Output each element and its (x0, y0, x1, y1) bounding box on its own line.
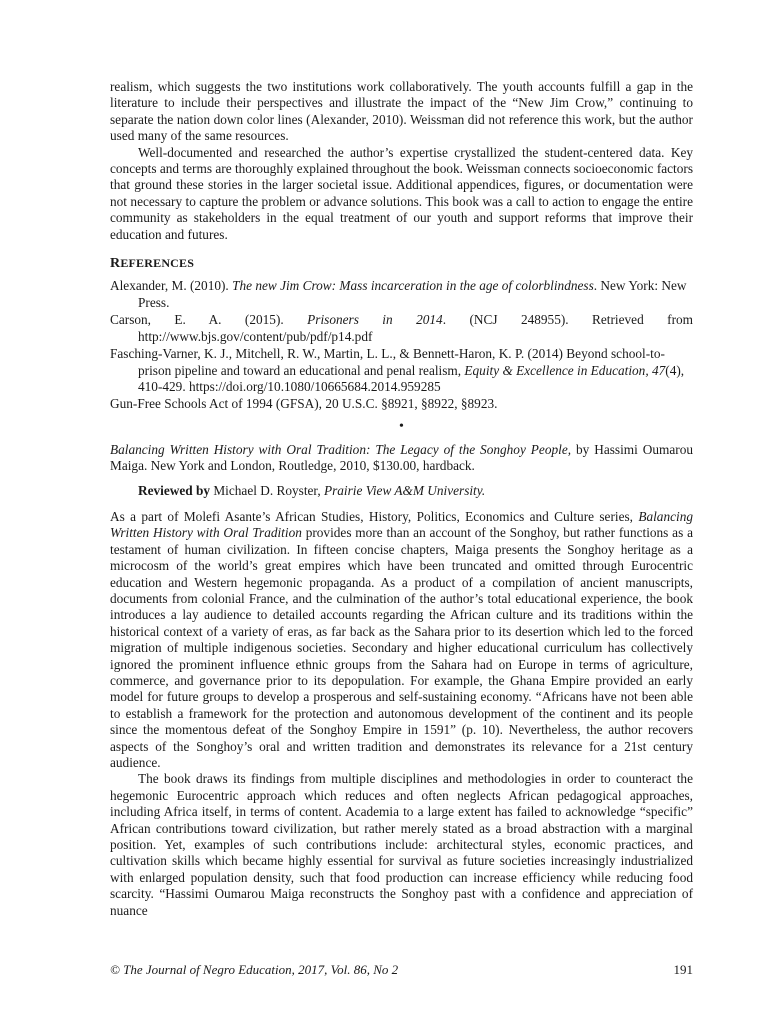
reference-title: Prisoners in 2014 (307, 312, 443, 328)
reference-publisher: (4), 410-429. https://doi.org/10.1080/10665684.2014.959285 (138, 362, 685, 394)
reference-authors: Fasching-Varner, K. J., Mitchell, R. W., Martin, L. L., & Bennett-Haron, K. P. (2014) Beyond school-to-prison pipeline and toward an educational and penal realism, (110, 346, 665, 378)
reference-item (110, 396, 693, 412)
review-paragraph (110, 509, 693, 772)
reference-publisher: . (NCJ 248955). Retrieved from http://www.bjs.gov/content/pub/pdf/p14.pdf (138, 312, 693, 344)
reviewer-line (110, 483, 693, 499)
review-paragraph-rest: provides more than an account of the Songhoy, but rather functions as a testament of human civilization. In fifteen concise chapters, Maiga presents the Songhoy heritage as a microcosm of the world’s great empires which have been truncated and omitted through Eurocentric education and Western hegemonic propaganda. As a product of a compilation of ancient manuscripts, documents from colonial France, and the culmination of the author’s total educational experience, the book introduces a lay audience to detailed accounts regarding the African culture and its traditions within the historical context of a variety of eras, as far back as the Sahara prior to its desertion which led to the forced migration of multiple indigenous societies. Secondary and higher educational curriculum has collectively ignored the prominent influence ethnic groups from the Sahara had on Europe in terms of agriculture, commerce, and governance prior to its depopulation. For example, the Ghana Empire provided an early model for future groups to develop a prosperous and self-sustaining economy. “Africans have not been able to establish a framework for the protection and autonomous development of the continent and its people since the momentous defeat of the Songhoy Empire in 1591” (p. 10). Nevertheless, the author recovers aspects of the Songhoy’s oral and written tradition and demonstrates its relevance for a 21st century audience. (110, 525, 693, 771)
book-citation (110, 442, 693, 475)
reference-authors: Gun-Free Schools Act of 1994 (GFSA), 20 U.S.C. §8921, §8922, §8923. (110, 396, 498, 412)
review-paragraph: The book draws its findings from multiple disciplines and methodologies in order to counteract the hegemonic Eurocentric approach which reduces and often neglects African pedagogical approaches, including Africa itself, in terms of content. Academia to a large extent has failed to acknowledge “specific” African contributions toward civilization, but rather merely stated as a broad abstraction with a marginal position. Yet, examples of such contributions include: architectural styles, economic practices, and cultivation skills which became highly essential for survival as future societies increasingly industrialized with enlarged population density, such that food production can increase efficiency while reducing food scarcity. “Hassimi Oumarou Maiga reconstructs the Songhoy past with a confidence and appreciation of nuance (110, 771, 693, 918)
reference-item (110, 278, 693, 311)
review-paragraph-start: As a part of Molefi Asante’s African Studies, History, Politics, Economics and Culture series, (110, 508, 639, 524)
references-heading-initial: R (110, 256, 121, 272)
reference-title: Equity & Excellence in Education, 47 (464, 362, 666, 378)
text-column (110, 79, 693, 919)
references-heading (110, 255, 693, 272)
page-number: 191 (673, 962, 693, 977)
reference-publisher: . New York: New Press. (138, 278, 687, 310)
reference-list (110, 278, 693, 412)
journal-citation: © The Journal of Negro Education, 2017, Vol. 86, No 2 (110, 962, 399, 977)
references-heading-rest: EFERENCES (120, 256, 195, 271)
body-paragraph: Well-documented and researched the author’s expertise crystallized the student-centered data. Key concepts and terms are thoroughly explained throughout the book. Weissman connects socioeconomic factors that ground these stories in the larger societal issue. Additional appendices, figures, or documentation were not necessary to capture the problem or advance solutions. This book was a call to action to engage the entire community as stakeholders in the equal treatment of our youth and support reforms that improve their education and futures. (110, 144, 693, 242)
reviewer-affiliation: Prairie View A&M University. (323, 482, 486, 498)
reference-item (110, 346, 693, 395)
book-details: by Hassimi Oumarou Maiga. New York and London, Routledge, 2010, $130.00, hardback. (110, 441, 693, 474)
reference-authors: Alexander, M. (2010). (110, 278, 233, 294)
reviewer-name: Michael D. Royster, (210, 482, 324, 498)
reference-title: The new Jim Crow: Mass incarceration in the age of colorblindness (232, 278, 594, 294)
review-book-title: Balancing Written History with Oral Tradition (110, 508, 693, 541)
reference-authors: Carson, E. A. (2015). (110, 312, 308, 328)
book-title: Balancing Written History with Oral Tradition: The Legacy of the Songhoy People, (110, 441, 572, 457)
reference-item (110, 312, 693, 345)
section-separator: • (399, 418, 404, 434)
page-footer (110, 962, 693, 978)
continuation-paragraph: realism, which suggests the two institutions work collaboratively. The youth accounts fulfill a gap in the literature to include their perspectives and illustrate the impact of the “New Jim Crow,” continuing to separate the nation down color lines (Alexander, 2010). Weissman did not reference this work, but the author used many of the same resources. (110, 79, 693, 144)
reviewed-by-label: Reviewed by (138, 482, 211, 498)
